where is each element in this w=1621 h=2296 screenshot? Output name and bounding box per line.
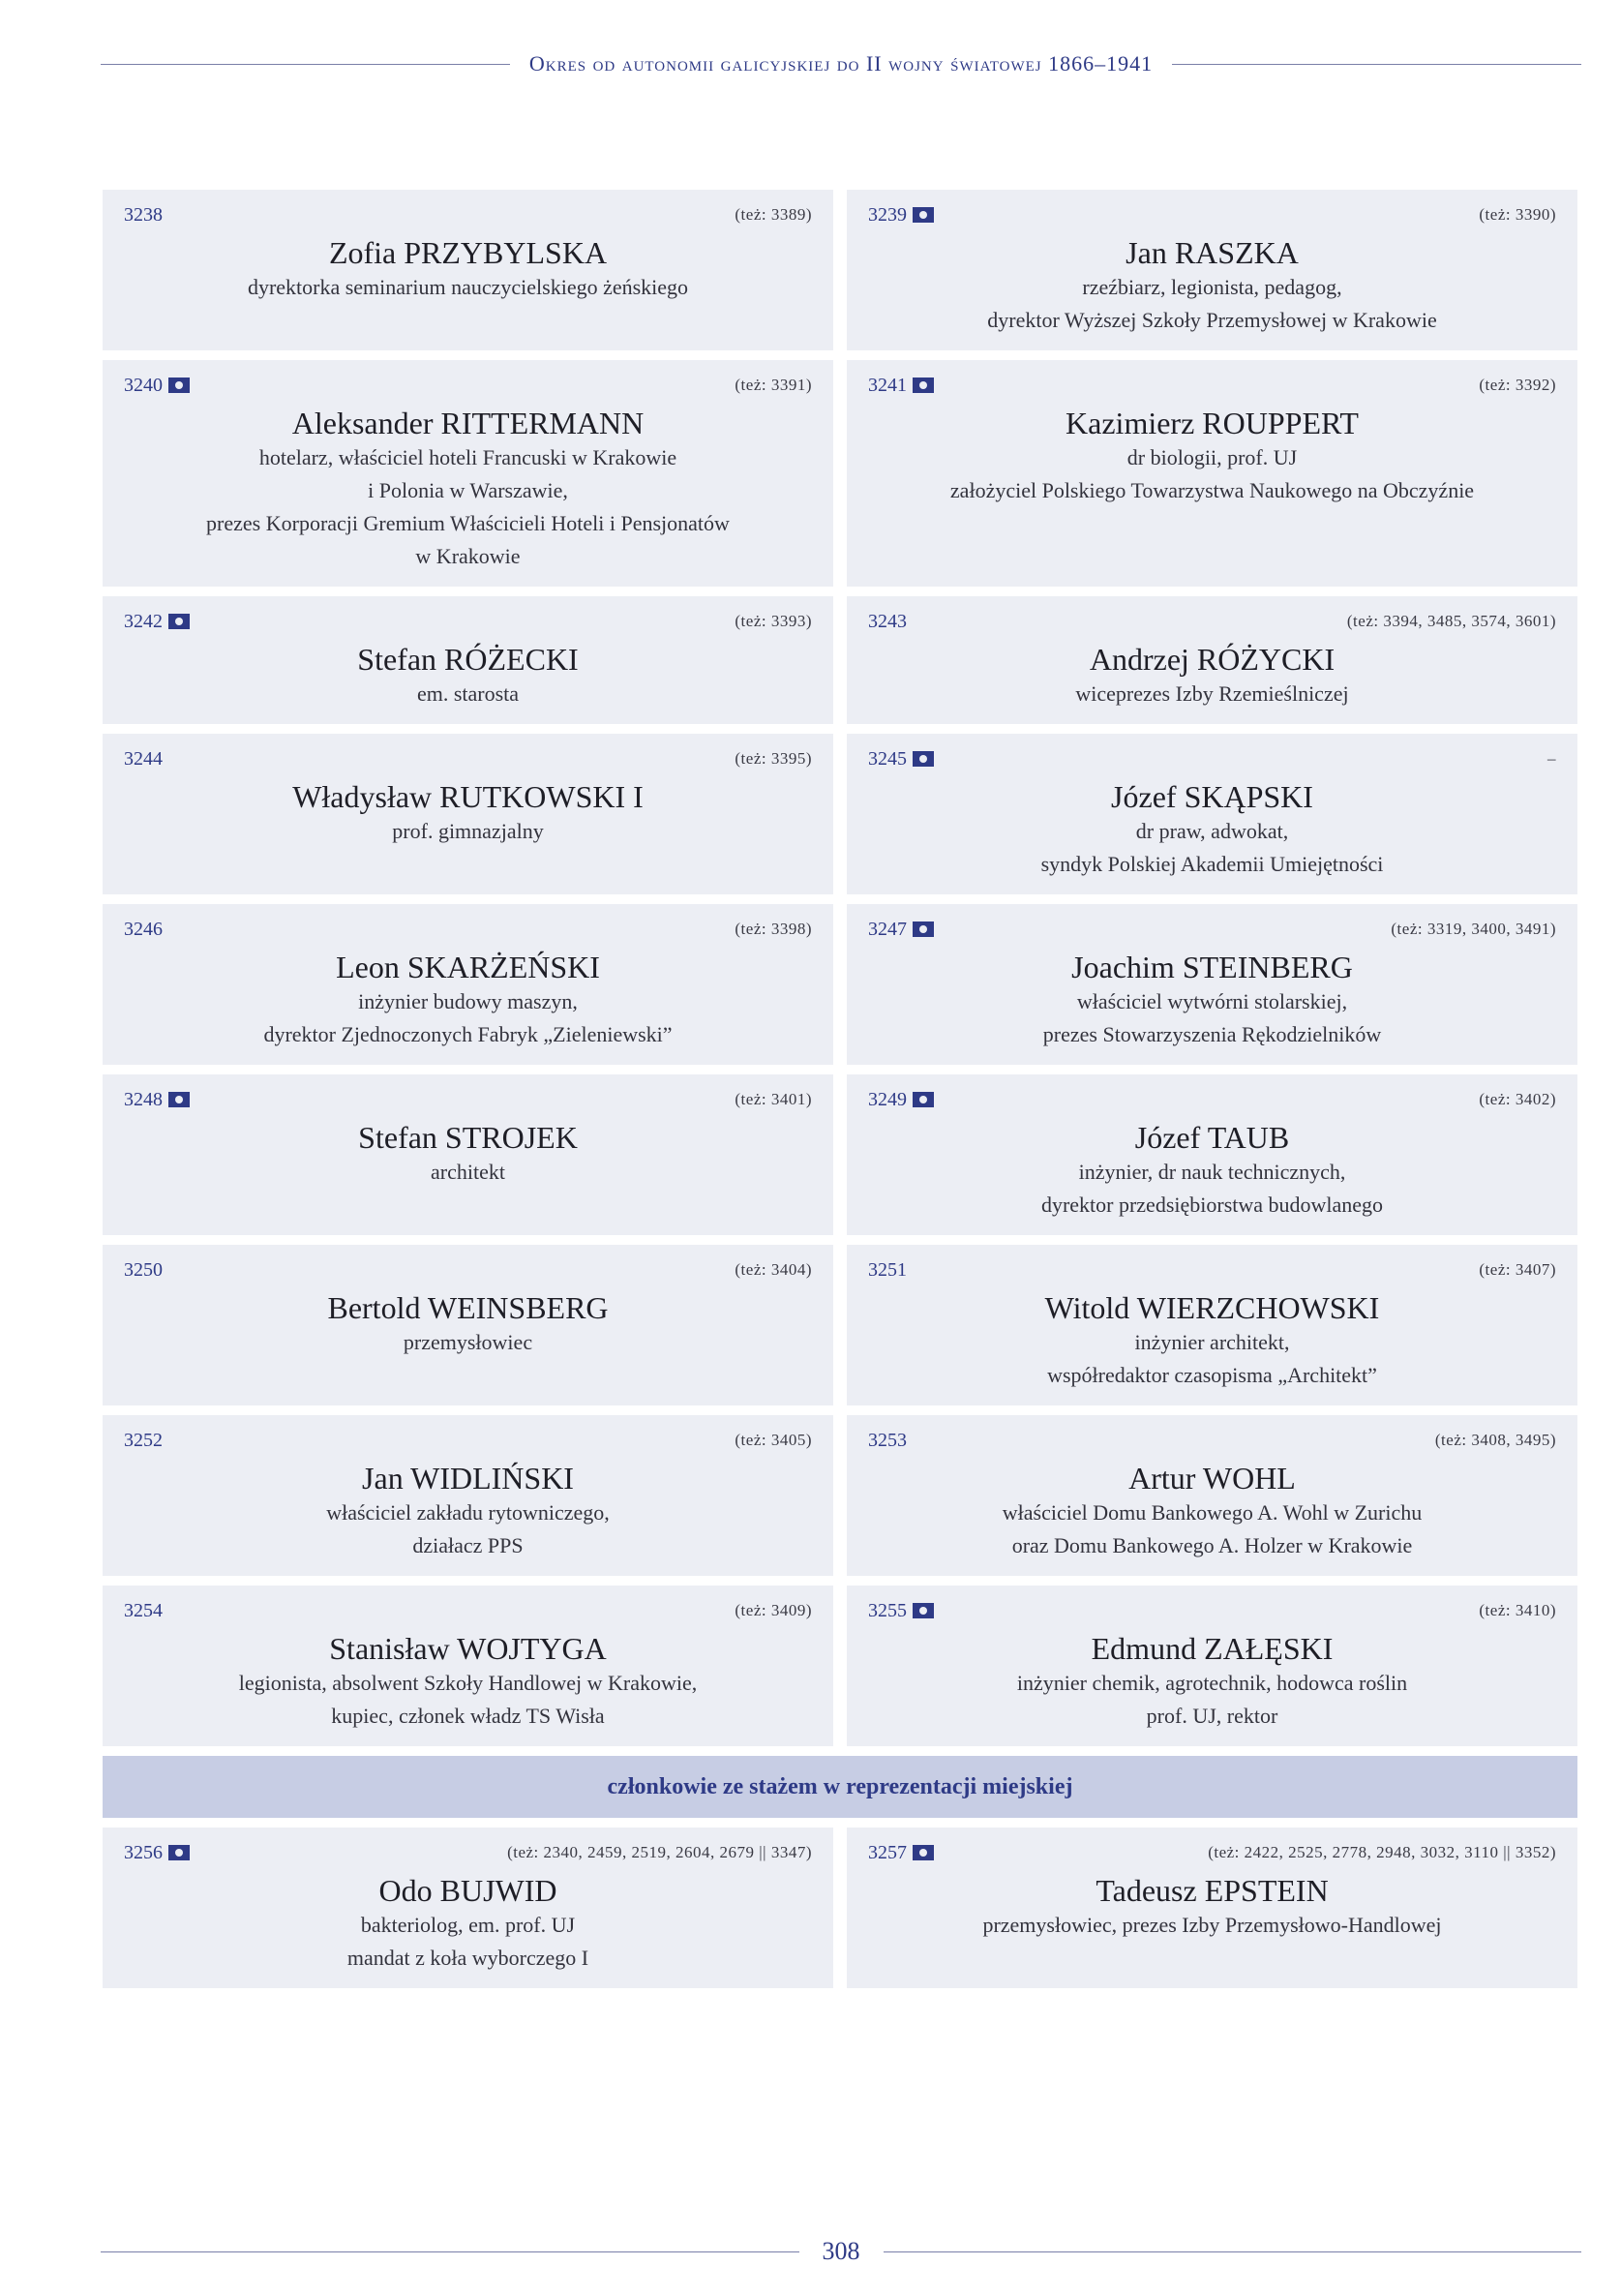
entry-number [124,1259,163,1282]
entry-header [868,372,1556,399]
person-name: Władysław RUTKOWSKI I [292,779,644,814]
person-name: Kazimierz ROUPPERT [1066,406,1359,440]
entry-number [124,204,163,227]
see-also-refs: (też: 2422, 2525, 2778, 2948, 3032, 3110 || 3352) [1208,1843,1556,1861]
entry-header [868,1839,1556,1866]
entry-number-text: 3245 [868,747,907,770]
entry-number [868,1600,934,1622]
camera-icon [913,1603,934,1618]
entry-number [868,611,907,633]
entries-row [103,1245,1577,1405]
entry-number-text: 3242 [124,610,163,632]
person-description: właściciel wytwórni stolarskiej, [1076,989,1348,1013]
entries-row [103,904,1577,1065]
entry-header [868,201,1556,228]
entry-number-text: 3244 [124,747,163,770]
person-name: Artur WOHL [1128,1461,1296,1495]
person-description: prof. gimnazjalny [392,819,544,843]
person-description: dr praw, adwokat, [1135,819,1289,843]
see-also-refs: (też: 3404) [735,1260,812,1279]
entries-row [103,734,1577,894]
person-description: dyrektor Zjednoczonych Fabryk „Zieleniewski” [263,1022,673,1046]
entries-row [103,1415,1577,1576]
entry-header [868,745,1556,772]
camera-icon [168,378,190,393]
entry-number [124,1842,190,1864]
entry-card [847,360,1577,587]
see-also-refs: (też: 3395) [735,749,812,768]
running-title: Okres od autonomii galicyjskiej do II wojny światowej 1866–1941 [528,51,1154,76]
see-also-refs: (też: 3401) [735,1090,812,1108]
entry-number-text: 3247 [868,918,907,940]
entry-card [103,734,833,894]
entry-number [868,1089,934,1111]
entry-number-text: 3246 [124,918,163,940]
person-description: przemysłowiec, prezes Izby Przemysłowo-Handlowej [982,1913,1442,1937]
entry-header [868,916,1556,943]
person-name: Bertold WEINSBERG [327,1290,609,1325]
see-also-refs: (też: 3393) [735,612,812,630]
entry-card [847,1245,1577,1405]
entry-number-text: 3255 [868,1599,907,1621]
entry-number [124,1600,163,1622]
person-name: Jan RASZKA [1126,235,1299,270]
see-also-refs: (też: 3409) [735,1601,812,1619]
entries-row [103,1074,1577,1235]
person-name: Joachim STEINBERG [1071,950,1353,984]
person-description: przemysłowiec [403,1330,533,1354]
camera-icon [913,1845,934,1860]
entry-header [124,1086,812,1113]
person-description: rzeźbiarz, legionista, pedagog, [1082,275,1342,299]
entry-header [124,1839,812,1866]
entry-number [124,1089,190,1111]
person-name: Tadeusz EPSTEIN [1096,1873,1329,1908]
person-description: w Krakowie [415,544,521,568]
person-description: inżynier budowy maszyn, [358,989,578,1013]
person-description: dyrektorka seminarium nauczycielskiego żeńskiego [247,275,689,299]
entry-number-text: 3248 [124,1088,163,1110]
entry-number [868,1842,934,1864]
person-description: prezes Stowarzyszenia Rękodzielników [1042,1022,1382,1046]
person-description: wiceprezes Izby Rzemieślniczej [1075,681,1349,706]
person-name: Witold WIERZCHOWSKI [1044,1290,1380,1325]
person-name: Andrzej RÓŻYCKI [1089,642,1336,677]
entry-number-text: 3251 [868,1258,907,1281]
person-name: Aleksander RITTERMANN [291,406,645,440]
person-description: założyciel Polskiego Towarzystwa Naukowego na Obczyźnie [949,478,1475,502]
entry-number-text: 3241 [868,374,907,396]
person-name: Zofia PRZYBYLSKA [328,235,608,270]
entry-header [868,1427,1556,1454]
entry-card [847,1415,1577,1576]
camera-icon [913,378,934,393]
header-rule-right [1172,64,1581,65]
person-description: właściciel Domu Bankowego A. Wohl w Zurichu [1002,1500,1423,1525]
entry-card [103,596,833,724]
entry-number [868,1430,907,1452]
entry-header [868,1597,1556,1624]
person-description: em. starosta [416,681,520,706]
person-name: Stanisław WOJTYGA [329,1631,607,1666]
person-description: mandat z koła wyborczego I [346,1946,589,1970]
footer-rule-left [101,2251,799,2252]
entry-number-text: 3252 [124,1429,163,1451]
entry-card [847,190,1577,350]
entry-number-text: 3243 [868,610,907,632]
see-also-refs: (też: 3389) [735,205,812,224]
entry-card [847,904,1577,1065]
see-also-refs: (też: 3398) [735,920,812,938]
see-also-refs: (też: 3402) [1479,1090,1556,1108]
entry-header [124,1597,812,1624]
person-name: Odo BUJWID [378,1873,557,1908]
entry-number [124,611,190,633]
entries-grid [103,190,1577,1998]
entry-number-text: 3239 [868,203,907,226]
entry-header [868,1256,1556,1284]
person-description: kupiec, członek władz TS Wisła [331,1704,605,1728]
see-also-refs: (też: 3392) [1479,376,1556,394]
entry-card [103,1586,833,1746]
camera-icon [913,1092,934,1107]
running-header [101,45,1581,83]
entry-header [124,1256,812,1284]
person-description: prof. UJ, rektor [1146,1704,1278,1728]
entries-row [103,190,1577,350]
entry-header [124,745,812,772]
camera-icon [913,207,934,223]
camera-icon [168,1092,190,1107]
person-description: inżynier, dr nauk technicznych, [1078,1160,1346,1184]
entry-number-text: 3240 [124,374,163,396]
entry-card [847,734,1577,894]
entry-number-text: 3257 [868,1841,907,1863]
entry-card [103,1828,833,1988]
entries-row [103,360,1577,587]
person-name: Stefan STROJEK [358,1120,578,1155]
entry-card [847,1074,1577,1235]
entry-number-text: 3254 [124,1599,163,1621]
see-also-refs: (też: 3391) [735,376,812,394]
entry-number [124,748,163,770]
entry-card [847,1586,1577,1746]
page-footer [101,2232,1581,2271]
entry-header [868,1086,1556,1113]
entry-card [103,190,833,350]
entries-row [103,1586,1577,1746]
entry-header [124,201,812,228]
person-description: prezes Korporacji Gremium Właścicieli Hoteli i Pensjonatów [206,511,730,535]
entry-number-text: 3250 [124,1258,163,1281]
entry-card [103,1415,833,1576]
entry-number [124,1430,163,1452]
entry-card [847,1828,1577,1988]
person-name: Leon SKARŻEŃSKI [336,950,600,984]
person-description: i Polonia w Warszawie, [368,478,568,502]
entries-row [103,1828,1577,1988]
person-name: Jan WIDLIŃSKI [362,1461,574,1495]
person-name: Stefan RÓŻECKI [357,642,579,677]
person-name: Józef SKĄPSKI [1111,779,1313,814]
header-rule-left [101,64,510,65]
entry-number-text: 3238 [124,203,163,226]
entry-header [124,916,812,943]
see-also-refs: – [1547,749,1556,768]
person-description: współredaktor czasopisma „Architekt” [1047,1363,1377,1387]
entry-number [124,375,190,397]
person-description: hotelarz, właściciel hoteli Francuski w Krakowie [258,445,677,469]
person-description: legionista, absolwent Szkoły Handlowej w Krakowie, [238,1671,698,1695]
entry-number [868,375,934,397]
see-also-refs: (też: 3408, 3495) [1434,1431,1556,1449]
entry-number-text: 3253 [868,1429,907,1451]
entries-row [103,596,1577,724]
entry-number-text: 3256 [124,1841,163,1863]
person-description: architekt [431,1160,505,1184]
entry-header [868,608,1556,635]
entry-number [868,748,934,770]
see-also-refs: (też: 3410) [1479,1601,1556,1619]
person-description: dr biologii, prof. UJ [1126,445,1298,469]
entry-header [124,372,812,399]
entry-number-text: 3249 [868,1088,907,1110]
camera-icon [913,921,934,937]
see-also-refs: (też: 2340, 2459, 2519, 2604, 2679 || 3347) [507,1843,812,1861]
camera-icon [168,1845,190,1860]
entry-card [103,904,833,1065]
person-description: inżynier chemik, agrotechnik, hodowca roślin [1016,1671,1408,1695]
entry-number [868,919,934,941]
entry-number [868,1259,907,1282]
entry-number [124,919,163,941]
person-description: bakteriolog, em. prof. UJ [360,1913,576,1937]
entry-header [124,1427,812,1454]
see-also-refs: (też: 3319, 3400, 3491) [1391,920,1556,938]
person-name: Józef TAUB [1134,1120,1290,1155]
see-also-refs: (też: 3394, 3485, 3574, 3601) [1346,612,1556,630]
see-also-refs: (też: 3390) [1479,205,1556,224]
entry-number [868,204,934,227]
person-name: Edmund ZAŁĘSKI [1091,1631,1334,1666]
section-heading: członkowie ze stażem w reprezentacji miejskiej [103,1756,1577,1818]
see-also-refs: (też: 3407) [1479,1260,1556,1279]
camera-icon [168,614,190,629]
footer-rule-right [884,2251,1582,2252]
entry-card [103,360,833,587]
see-also-refs: (też: 3405) [735,1431,812,1449]
person-description: dyrektor Wyższej Szkoły Przemysłowej w Krakowie [987,308,1437,332]
entry-card [103,1245,833,1405]
entry-card [103,1074,833,1235]
person-description: właściciel zakładu rytowniczego, [326,1500,610,1525]
person-description: działacz PPS [412,1533,524,1557]
person-description: inżynier architekt, [1134,1330,1290,1354]
page-number: 308 [822,2237,860,2265]
person-description: dyrektor przedsiębiorstwa budowlanego [1040,1193,1384,1217]
person-description: oraz Domu Bankowego A. Holzer w Krakowie [1011,1533,1413,1557]
entry-header [124,608,812,635]
camera-icon [913,751,934,767]
person-description: syndyk Polskiej Akademii Umiejętności [1040,852,1384,876]
entry-card [847,596,1577,724]
